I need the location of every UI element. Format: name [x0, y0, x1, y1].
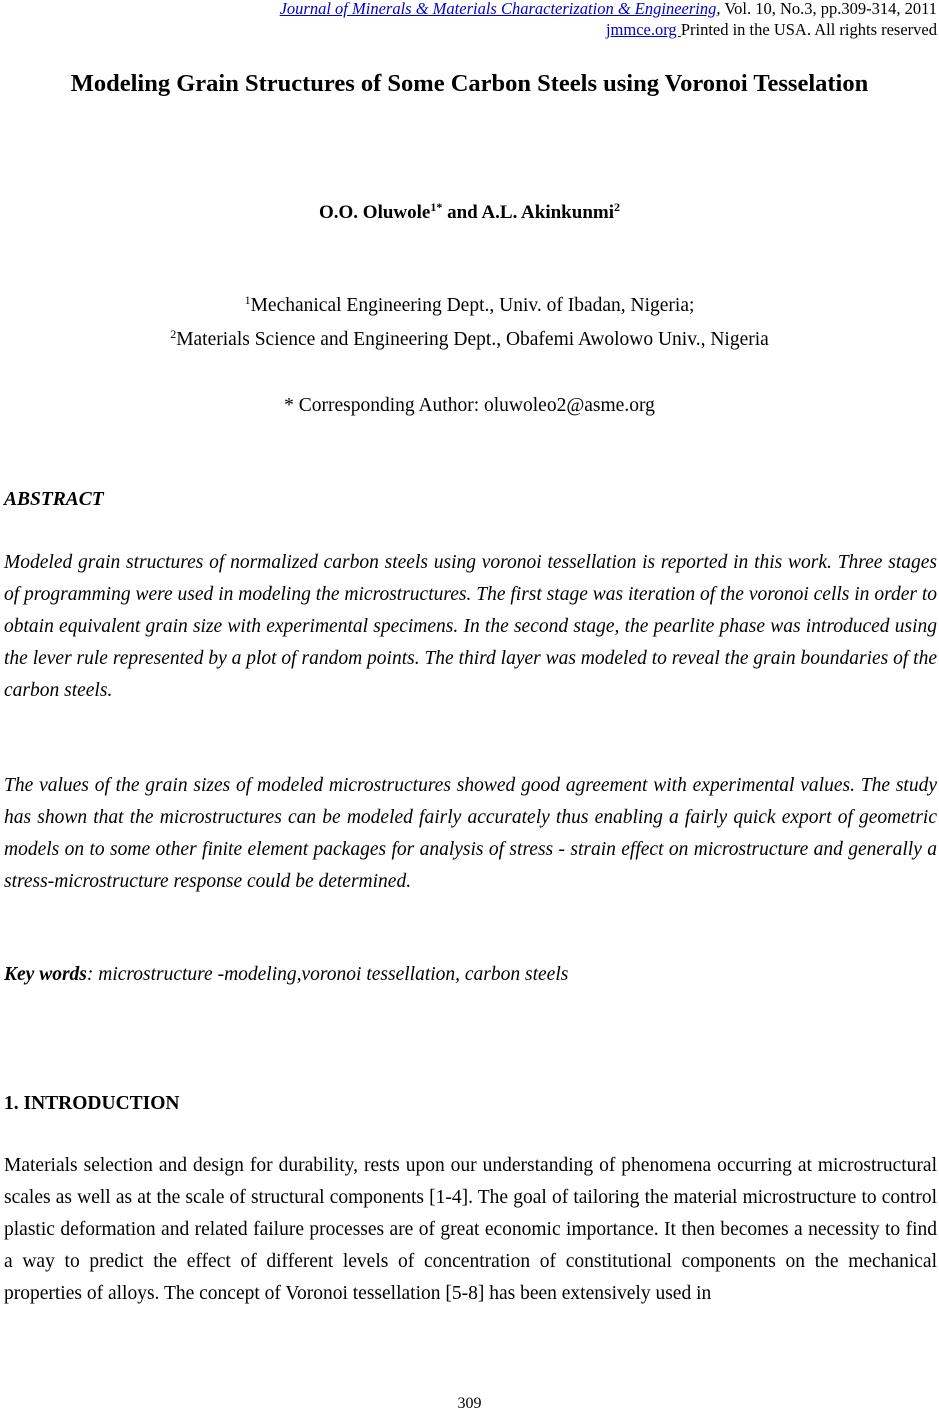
corresponding-author: * Corresponding Author: oluwoleo2@asme.org [284, 395, 655, 416]
author-2: A.L. Akinkunmi [481, 202, 614, 223]
keywords-label: Key words [4, 964, 87, 985]
author-1: O.O. Oluwole [318, 202, 431, 223]
affiliation-2-sup: 2 [170, 327, 177, 341]
journal-info: , Vol. 10, No.3, pp.309-314, 2011 [716, 0, 937, 18]
affiliation-1 [0, 292, 939, 320]
rights-text: Printed in the USA. All rights reserved [680, 20, 937, 39]
affiliation-2-text: Materials Science and Engineering Dept., Obafemi Awolowo Univ., Nigeria [176, 329, 769, 350]
affiliation-2 [0, 326, 939, 354]
author-1-sup: 1* [430, 200, 443, 214]
keywords [4, 961, 568, 989]
journal-link[interactable]: Journal of Minerals & Materials Characterization & Engineering [279, 0, 717, 18]
page-number: 309 [457, 1395, 482, 1412]
abstract-paragraph-1: Modeled grain structures of normalized carbon steels using voronoi tessellation is reported in this work. Three stages of programming were used in modeling the microstructures. The first stage was iteration of the voronoi cells in order to obtain equivalent grain size with experimental specimens. In the second stage, the pearlite phase was introduced using the lever rule represented by a plot of random points. The third layer was modeled to reveal the grain boundaries of the carbon steels. [4, 552, 937, 701]
paper-title: Modeling Grain Structures of Some Carbon Steels using Voronoi Tesselation [70, 70, 869, 97]
affiliation-1-text: Mechanical Engineering Dept., Univ. of Ibadan, Nigeria; [250, 295, 695, 316]
keywords-text: : microstructure -modeling,voronoi tessellation, carbon steels [86, 964, 569, 985]
abstract-paragraph-2: The values of the grain sizes of modeled microstructures showed good agreement with experimental values. The study has shown that the microstructures can be modeled fairly accurately thus enabling a fairly quick export of geometric models on to some other finite element packages for analysis of stress - strain effect on microstructure and generally a stress-microstructure response could be determined. [4, 775, 937, 892]
authors-line [0, 199, 939, 227]
site-header-line [606, 19, 937, 41]
introduction-heading: 1. INTRODUCTION [4, 1093, 180, 1114]
author-2-sup: 2 [614, 200, 620, 214]
journal-header-line [280, 0, 937, 20]
author-and: and [442, 202, 482, 223]
introduction-paragraph-1: Materials selection and design for durability, rests upon our understanding of phenomena occurring at microstructural scales as well as at the scale of structural components [1-4]. The goal of tailoring the material microstructure to control plastic deformation and related failure processes are of great economic importance. It then becomes a necessity to find a way to predict the effect of different levels of concentration of constitutional components on the mechanical properties of alloys. The concept of Voronoi tessellation [5-8] has been extensively used in [4, 1155, 937, 1304]
site-link[interactable]: jmmce.org [605, 20, 681, 39]
abstract-heading: ABSTRACT [4, 489, 104, 510]
affiliation-1-sup: 1 [244, 293, 251, 307]
